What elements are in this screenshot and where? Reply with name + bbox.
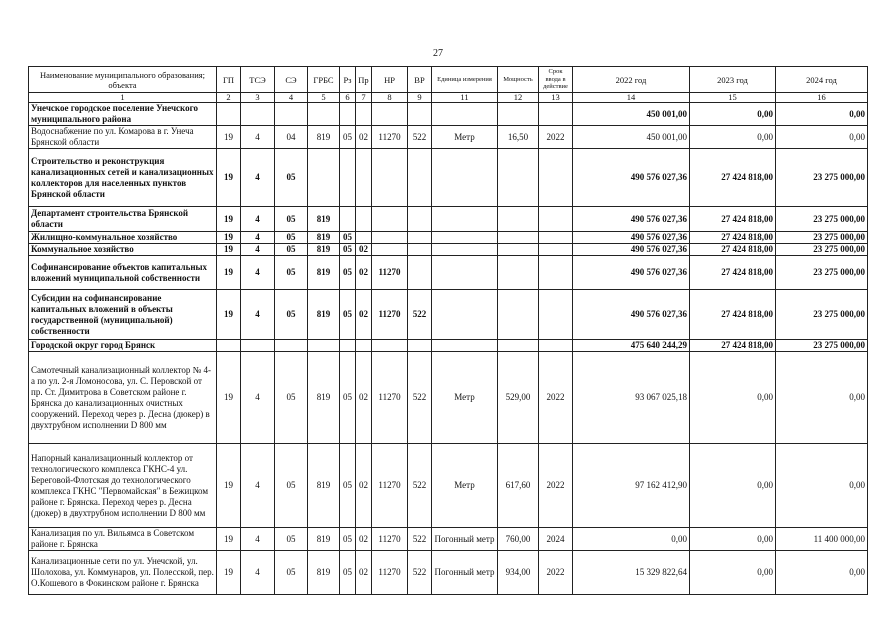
amount-2023: 0,00 xyxy=(690,528,776,551)
commissioning-year: 2022 xyxy=(539,126,573,149)
se-code: 05 xyxy=(275,244,308,256)
amount-2023: 27 424 818,00 xyxy=(690,207,776,232)
object-name: Канализация по ул. Вильямса в Советском районе г. Брянска xyxy=(29,528,217,551)
pr-code xyxy=(356,340,372,352)
header-se: СЭ xyxy=(275,67,308,93)
vr-code xyxy=(408,207,432,232)
amount-2022: 490 576 027,36 xyxy=(573,207,690,232)
se-code: 05 xyxy=(275,444,308,528)
grbs-code: 819 xyxy=(308,256,340,290)
capacity xyxy=(498,232,539,244)
header-pr: Пр xyxy=(356,67,372,93)
rz-code: 05 xyxy=(340,444,356,528)
amount-2024: 23 275 000,00 xyxy=(776,340,868,352)
header-unit: Единица измерения xyxy=(432,67,498,93)
amount-2022: 490 576 027,36 xyxy=(573,256,690,290)
unit xyxy=(432,340,498,352)
amount-2023: 27 424 818,00 xyxy=(690,290,776,340)
column-number: 16 xyxy=(776,93,868,103)
amount-2023: 0,00 xyxy=(690,126,776,149)
grbs-code: 819 xyxy=(308,290,340,340)
tse-code: 4 xyxy=(241,207,275,232)
tse-code: 4 xyxy=(241,149,275,207)
commissioning-year xyxy=(539,256,573,290)
header-gp: ГП xyxy=(217,67,241,93)
commissioning-year xyxy=(539,149,573,207)
unit: Метр xyxy=(432,444,498,528)
gp-code: 19 xyxy=(217,444,241,528)
header-nr: НР xyxy=(372,67,408,93)
commissioning-year: 2022 xyxy=(539,352,573,444)
column-number: 5 xyxy=(308,93,340,103)
column-number: 6 xyxy=(340,93,356,103)
vr-code xyxy=(408,256,432,290)
header-row xyxy=(29,67,868,93)
table-row xyxy=(29,232,868,244)
amount-2022: 450 001,00 xyxy=(573,126,690,149)
unit xyxy=(432,244,498,256)
se-code: 05 xyxy=(275,232,308,244)
tse-code xyxy=(241,340,275,352)
unit: Погонный метр xyxy=(432,551,498,595)
vr-code xyxy=(408,103,432,126)
grbs-code: 819 xyxy=(308,232,340,244)
se-code xyxy=(275,340,308,352)
rz-code: 05 xyxy=(340,290,356,340)
unit: Метр xyxy=(432,352,498,444)
table-row xyxy=(29,149,868,207)
amount-2024: 23 275 000,00 xyxy=(776,207,868,232)
capacity xyxy=(498,290,539,340)
se-code xyxy=(275,103,308,126)
commissioning-year xyxy=(539,290,573,340)
nr-code xyxy=(372,103,408,126)
amount-2023: 27 424 818,00 xyxy=(690,340,776,352)
gp-code: 19 xyxy=(217,126,241,149)
nr-code: 11270 xyxy=(372,551,408,595)
grbs-code: 819 xyxy=(308,444,340,528)
object-name: Софинансирование объектов капитальных вложений муниципальной собственности xyxy=(29,256,217,290)
gp-code: 19 xyxy=(217,244,241,256)
grbs-code xyxy=(308,103,340,126)
amount-2024: 23 275 000,00 xyxy=(776,290,868,340)
amount-2023: 27 424 818,00 xyxy=(690,149,776,207)
column-number: 8 xyxy=(372,93,408,103)
amount-2024: 0,00 xyxy=(776,126,868,149)
gp-code: 19 xyxy=(217,207,241,232)
tse-code: 4 xyxy=(241,352,275,444)
gp-code: 19 xyxy=(217,352,241,444)
table-row xyxy=(29,103,868,126)
se-code: 05 xyxy=(275,352,308,444)
rz-code: 05 xyxy=(340,126,356,149)
rz-code xyxy=(340,149,356,207)
column-number: 15 xyxy=(690,93,776,103)
rz-code xyxy=(340,103,356,126)
grbs-code xyxy=(308,340,340,352)
amount-2024: 23 275 000,00 xyxy=(776,244,868,256)
nr-code: 11270 xyxy=(372,290,408,340)
table-row xyxy=(29,352,868,444)
gp-code: 19 xyxy=(217,551,241,595)
vr-code xyxy=(408,149,432,207)
tse-code: 4 xyxy=(241,444,275,528)
commissioning-year xyxy=(539,340,573,352)
rz-code: 05 xyxy=(340,352,356,444)
budget-table xyxy=(28,66,868,595)
column-number-row xyxy=(29,93,868,103)
nr-code: 11270 xyxy=(372,352,408,444)
table-row xyxy=(29,126,868,149)
capacity xyxy=(498,244,539,256)
header-rz: Рз xyxy=(340,67,356,93)
object-name: Унечское городское поселение Унечского муниципального района xyxy=(29,103,217,126)
se-code: 05 xyxy=(275,290,308,340)
vr-code xyxy=(408,232,432,244)
object-name: Канализационные сети по ул. Унечской, ул. Шолохова, ул. Коммунаров, ул. Полесской, пер. О.Кошевого в Фокинском районе г. Брянска xyxy=(29,551,217,595)
vr-code: 522 xyxy=(408,352,432,444)
vr-code xyxy=(408,340,432,352)
table-row xyxy=(29,528,868,551)
se-code: 05 xyxy=(275,528,308,551)
table-row xyxy=(29,340,868,352)
gp-code: 19 xyxy=(217,232,241,244)
table-row xyxy=(29,244,868,256)
capacity xyxy=(498,207,539,232)
unit xyxy=(432,207,498,232)
commissioning-year: 2024 xyxy=(539,528,573,551)
header-name: Наименование муниципального образования; объекта xyxy=(29,67,217,93)
nr-code xyxy=(372,207,408,232)
column-number: 13 xyxy=(539,93,573,103)
pr-code xyxy=(356,232,372,244)
vr-code: 522 xyxy=(408,290,432,340)
column-number: 12 xyxy=(498,93,539,103)
object-name: Коммунальное хозяйство xyxy=(29,244,217,256)
se-code: 05 xyxy=(275,207,308,232)
unit xyxy=(432,103,498,126)
pr-code: 02 xyxy=(356,352,372,444)
object-name: Строительство и реконструкция канализационных сетей и канализационных коллекторов для населенных пунктов Брянской области xyxy=(29,149,217,207)
amount-2022: 490 576 027,36 xyxy=(573,290,690,340)
table-row xyxy=(29,551,868,595)
rz-code xyxy=(340,207,356,232)
tse-code: 4 xyxy=(241,244,275,256)
nr-code xyxy=(372,149,408,207)
pr-code: 02 xyxy=(356,444,372,528)
rz-code: 05 xyxy=(340,256,356,290)
commissioning-year xyxy=(539,244,573,256)
vr-code xyxy=(408,244,432,256)
object-name: Департамент строительства Брянской области xyxy=(29,207,217,232)
vr-code: 522 xyxy=(408,444,432,528)
amount-2024: 23 275 000,00 xyxy=(776,149,868,207)
column-number: 7 xyxy=(356,93,372,103)
amount-2023: 0,00 xyxy=(690,103,776,126)
commissioning-year xyxy=(539,232,573,244)
grbs-code: 819 xyxy=(308,207,340,232)
rz-code: 05 xyxy=(340,232,356,244)
rz-code: 05 xyxy=(340,551,356,595)
tse-code: 4 xyxy=(241,256,275,290)
header-2024: 2024 год xyxy=(776,67,868,93)
capacity xyxy=(498,103,539,126)
grbs-code: 819 xyxy=(308,126,340,149)
amount-2024: 23 275 000,00 xyxy=(776,256,868,290)
amount-2022: 97 162 412,90 xyxy=(573,444,690,528)
tse-code: 4 xyxy=(241,290,275,340)
gp-code xyxy=(217,340,241,352)
commissioning-year xyxy=(539,207,573,232)
amount-2022: 0,00 xyxy=(573,528,690,551)
header-vr: ВР xyxy=(408,67,432,93)
object-name: Городской округ город Брянск xyxy=(29,340,217,352)
amount-2022: 490 576 027,36 xyxy=(573,149,690,207)
unit: Погонный метр xyxy=(432,528,498,551)
nr-code: 11270 xyxy=(372,444,408,528)
rz-code: 05 xyxy=(340,244,356,256)
unit xyxy=(432,256,498,290)
amount-2024: 11 400 000,00 xyxy=(776,528,868,551)
pr-code: 02 xyxy=(356,528,372,551)
amount-2023: 27 424 818,00 xyxy=(690,256,776,290)
rz-code xyxy=(340,340,356,352)
grbs-code: 819 xyxy=(308,352,340,444)
unit xyxy=(432,232,498,244)
nr-code: 11270 xyxy=(372,256,408,290)
column-number: 9 xyxy=(408,93,432,103)
amount-2024: 23 275 000,00 xyxy=(776,232,868,244)
vr-code: 522 xyxy=(408,126,432,149)
object-name: Напорный канализационный коллектор от технологического комплекса ГКНС-4 ул. Береговой-Флотская до технологического комплекса ГКНС "Первомайская" в Бежицком районе г. Брянска. Переход через р. Десна (дюкер) в двухтрубном исполнении D 800 мм xyxy=(29,444,217,528)
column-number: 2 xyxy=(217,93,241,103)
pr-code: 02 xyxy=(356,290,372,340)
gp-code: 19 xyxy=(217,528,241,551)
amount-2024: 0,00 xyxy=(776,551,868,595)
capacity: 529,00 xyxy=(498,352,539,444)
gp-code: 19 xyxy=(217,290,241,340)
header-capacity: Мощность xyxy=(498,67,539,93)
gp-code xyxy=(217,103,241,126)
unit xyxy=(432,290,498,340)
amount-2022: 490 576 027,36 xyxy=(573,244,690,256)
pr-code: 02 xyxy=(356,256,372,290)
object-name: Субсидии на софинансирование капитальных вложений в объекты государственной (муниципальной) собственности xyxy=(29,290,217,340)
pr-code: 02 xyxy=(356,126,372,149)
nr-code: 11270 xyxy=(372,528,408,551)
se-code: 04 xyxy=(275,126,308,149)
grbs-code xyxy=(308,149,340,207)
capacity: 934,00 xyxy=(498,551,539,595)
commissioning-year xyxy=(539,103,573,126)
pr-code: 02 xyxy=(356,244,372,256)
gp-code: 19 xyxy=(217,256,241,290)
tse-code: 4 xyxy=(241,126,275,149)
table-row xyxy=(29,207,868,232)
pr-code: 02 xyxy=(356,551,372,595)
grbs-code: 819 xyxy=(308,528,340,551)
se-code: 05 xyxy=(275,149,308,207)
capacity: 760,00 xyxy=(498,528,539,551)
capacity: 16,50 xyxy=(498,126,539,149)
header-2022: 2022 год xyxy=(573,67,690,93)
rz-code: 05 xyxy=(340,528,356,551)
amount-2023: 27 424 818,00 xyxy=(690,244,776,256)
amount-2024: 0,00 xyxy=(776,103,868,126)
column-number: 14 xyxy=(573,93,690,103)
tse-code: 4 xyxy=(241,528,275,551)
pr-code xyxy=(356,207,372,232)
se-code: 05 xyxy=(275,551,308,595)
amount-2022: 450 001,00 xyxy=(573,103,690,126)
amount-2023: 27 424 818,00 xyxy=(690,232,776,244)
column-number: 1 xyxy=(29,93,217,103)
capacity xyxy=(498,149,539,207)
column-number: 4 xyxy=(275,93,308,103)
nr-code xyxy=(372,340,408,352)
header-2023: 2023 год xyxy=(690,67,776,93)
table-row xyxy=(29,444,868,528)
header-tse: ТСЭ xyxy=(241,67,275,93)
amount-2022: 93 067 025,18 xyxy=(573,352,690,444)
amount-2022: 475 640 244,29 xyxy=(573,340,690,352)
unit: Метр xyxy=(432,126,498,149)
gp-code: 19 xyxy=(217,149,241,207)
unit xyxy=(432,149,498,207)
grbs-code: 819 xyxy=(308,551,340,595)
header-grbs: ГРБС xyxy=(308,67,340,93)
commissioning-year: 2022 xyxy=(539,444,573,528)
amount-2024: 0,00 xyxy=(776,352,868,444)
tse-code xyxy=(241,103,275,126)
nr-code: 11270 xyxy=(372,126,408,149)
vr-code: 522 xyxy=(408,528,432,551)
column-number: 11 xyxy=(432,93,498,103)
amount-2023: 0,00 xyxy=(690,551,776,595)
object-name: Водоснабжение по ул. Комарова в г. Унеча Брянской области xyxy=(29,126,217,149)
amount-2024: 0,00 xyxy=(776,444,868,528)
header-commissioning: Срок ввода в действие xyxy=(539,67,573,93)
tse-code: 4 xyxy=(241,232,275,244)
amount-2023: 0,00 xyxy=(690,444,776,528)
capacity xyxy=(498,256,539,290)
commissioning-year: 2022 xyxy=(539,551,573,595)
tse-code: 4 xyxy=(241,551,275,595)
object-name: Самотечный канализационный коллектор № 4-а по ул. 2-я Ломоносова, ул. С. Перовской от пр. Ст. Димитрова в Советском районе г. Брянска до канализационных очистных сооружений. Переход через р. Десна (дюкер) в двухтрубном исполнении D 800 мм xyxy=(29,352,217,444)
nr-code xyxy=(372,244,408,256)
table-row xyxy=(29,290,868,340)
table-row xyxy=(29,256,868,290)
page-number: 27 xyxy=(433,48,443,59)
amount-2022: 15 329 822,64 xyxy=(573,551,690,595)
amount-2022: 490 576 027,36 xyxy=(573,232,690,244)
amount-2023: 0,00 xyxy=(690,352,776,444)
capacity: 617,60 xyxy=(498,444,539,528)
pr-code xyxy=(356,149,372,207)
se-code: 05 xyxy=(275,256,308,290)
pr-code xyxy=(356,103,372,126)
vr-code: 522 xyxy=(408,551,432,595)
nr-code xyxy=(372,232,408,244)
column-number: 3 xyxy=(241,93,275,103)
object-name: Жилищно-коммунальное хозяйство xyxy=(29,232,217,244)
capacity xyxy=(498,340,539,352)
grbs-code: 819 xyxy=(308,244,340,256)
